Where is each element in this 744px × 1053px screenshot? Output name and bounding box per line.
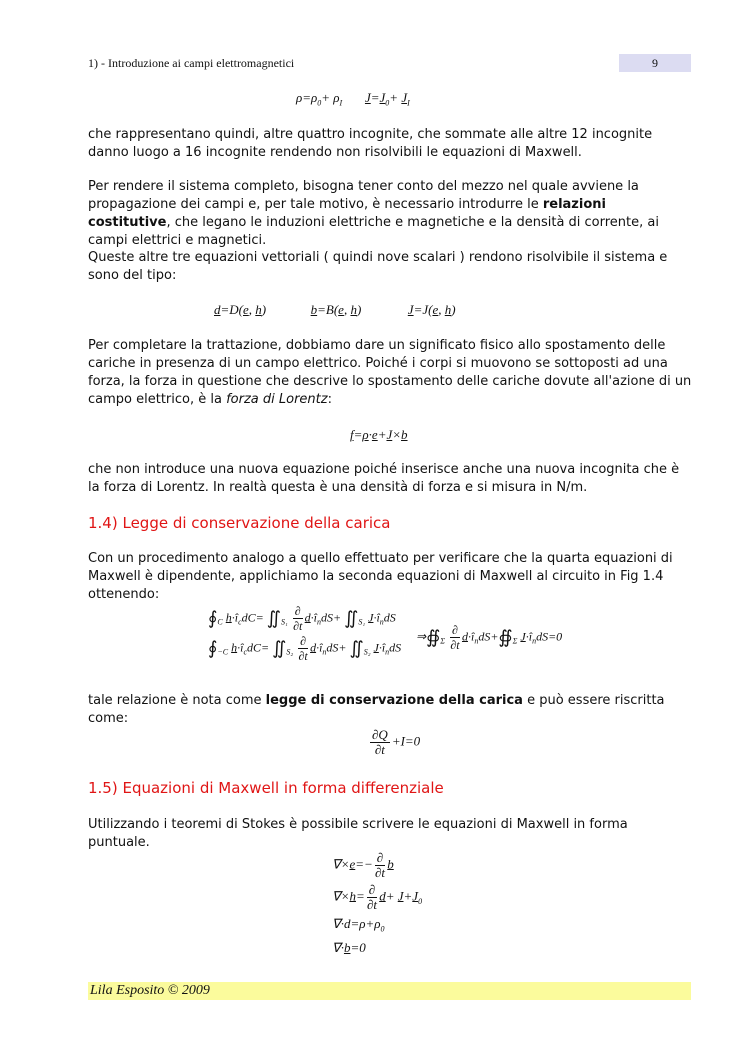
equation-b: b=B(e, h) xyxy=(310,302,362,317)
equation-conservation-result: $\Rightarrow∯_\Sigma$ $\frac{\partial}{\partial t}$ $d\cdot î_ndS+∯_\Sigma$ $J\cdot î_ndS=0$ xyxy=(416,623,563,652)
paragraph-7 xyxy=(88,692,693,728)
equation-rho-j xyxy=(296,90,410,108)
paragraph-1: che rappresentano quindi, altre quattro incognite, che sommate alle altre 12 incognite danno luogo a 16 incognite rendendo non risolvibili le equazioni di Maxwell. xyxy=(88,127,653,160)
equation-j: $J=J_0+ J_I$ xyxy=(364,90,410,108)
relazioni-costitutive-term: relazioni costitutive xyxy=(88,197,606,230)
equation-d: d=D(e, h) xyxy=(214,302,267,317)
paragraph-7-tail: e può essere riscritta come: xyxy=(88,693,665,726)
page-number: 9 xyxy=(619,54,691,72)
maxwell-eq-1: ∇×e=− $\frac{\partial}{\partial t}$ b xyxy=(332,850,394,880)
section-title-1-4: 1.4) Legge di conservazione della carica xyxy=(88,514,391,532)
paragraph-4-text: Per completare la trattazione, dobbiamo dare un significato fisico allo spostamento delle cariche in presenza di un campo elettrico. Poiché i corpi si muovono se sottoposti ad una forza, la forza in questione che descrive lo spostamento delle cariche dovute all'azione di un campo elettrico, è la xyxy=(88,338,692,407)
equation-maxwell xyxy=(332,851,422,957)
lorentz-term: forza di Lorentz xyxy=(226,392,328,407)
equation-conservation-line-2: $∮_{-C}$ $h\cdot î_cdC=$ $∬_{S_2}$ $\frac{\partial}{\partial t}$ $d\cdot î_ndS+$ $∬_{S_2}$ $J\cdot î_ndS$ xyxy=(208,634,402,663)
equation-j-const: J=J(e, h) xyxy=(407,302,456,317)
paragraph-4 xyxy=(88,337,693,409)
equation-conservation-line-1: $∮_C$ $h\cdot î_cdC=$ $∬_{S_1}$ $\frac{\partial}{\partial t}$ $d\cdot î_ndS+$ $∬_{S_1}$ $J\cdot î_ndS$ xyxy=(208,604,396,633)
equation-conservation xyxy=(208,604,401,664)
page-header xyxy=(88,54,691,72)
paragraph-3: Queste altre tre equazioni vettoriali ( quindi nove scalari ) rendono risolvibile il sistema e sono del tipo: xyxy=(88,250,668,283)
header-title: 1) - Introduzione ai campi elettromagnetici xyxy=(88,56,295,70)
equation-lorentz: f=ρ·e+J×b xyxy=(350,427,408,442)
paragraph-6: Con un procedimento analogo a quello effettuato per verificare che la quarta equazioni di Maxwell è dipendente, applichiamo la seconda equazioni di Maxwell al circuito in Fig 1.4 ottenendo: xyxy=(88,551,673,602)
legge-conservazione-term: legge di conservazione della carica xyxy=(265,693,523,708)
footer-copyright: © 2009 xyxy=(167,983,210,998)
equation-constitutive xyxy=(214,302,456,318)
paragraph-2-tail: , che legano le induzioni elettriche e magnetiche e la densità di corrente, ai campi elettrici e magnetici. xyxy=(88,215,659,248)
paragraph-2-text: Per rendere il sistema completo, bisogna tener conto del mezzo nel quale avviene la propagazione dei campi e, per tale motivo, è necessario introdurre le xyxy=(88,179,639,212)
paragraph-8: Utilizzando i teoremi di Stokes è possibile scrivere le equazioni di Maxwell in forma puntuale. xyxy=(88,817,628,850)
paragraph-2 xyxy=(88,178,693,250)
equation-charge: $\frac{\partial Q}{\partial t}$ +I=0 xyxy=(372,727,421,757)
maxwell-eq-3: $\nabla\cdot d=\rho+\rho_0$ xyxy=(332,916,385,934)
page-footer xyxy=(88,982,691,1000)
paragraph-5: che non introduce una nuova equazione poiché inserisce anche una nuova incognita che è la forza di Lorentz. In realtà questa è una densità di forza e si misura in N/m. xyxy=(88,462,680,495)
paragraph-4-tail: : xyxy=(327,392,332,407)
section-title-1-5: 1.5) Equazioni di Maxwell in forma differenziale xyxy=(88,779,444,797)
equation-rho: $\rho=\rho_0+ \rho_I$ xyxy=(296,90,343,108)
footer-text xyxy=(90,983,210,999)
paragraph-7-text: tale relazione è nota come xyxy=(88,693,266,708)
maxwell-eq-4: ∇·b=0 xyxy=(332,939,366,955)
maxwell-eq-2: ∇×h= $\frac{\partial}{\partial t}$ $d+ J+J_0$ xyxy=(332,882,423,912)
footer-author: Lila Esposito xyxy=(90,983,165,998)
